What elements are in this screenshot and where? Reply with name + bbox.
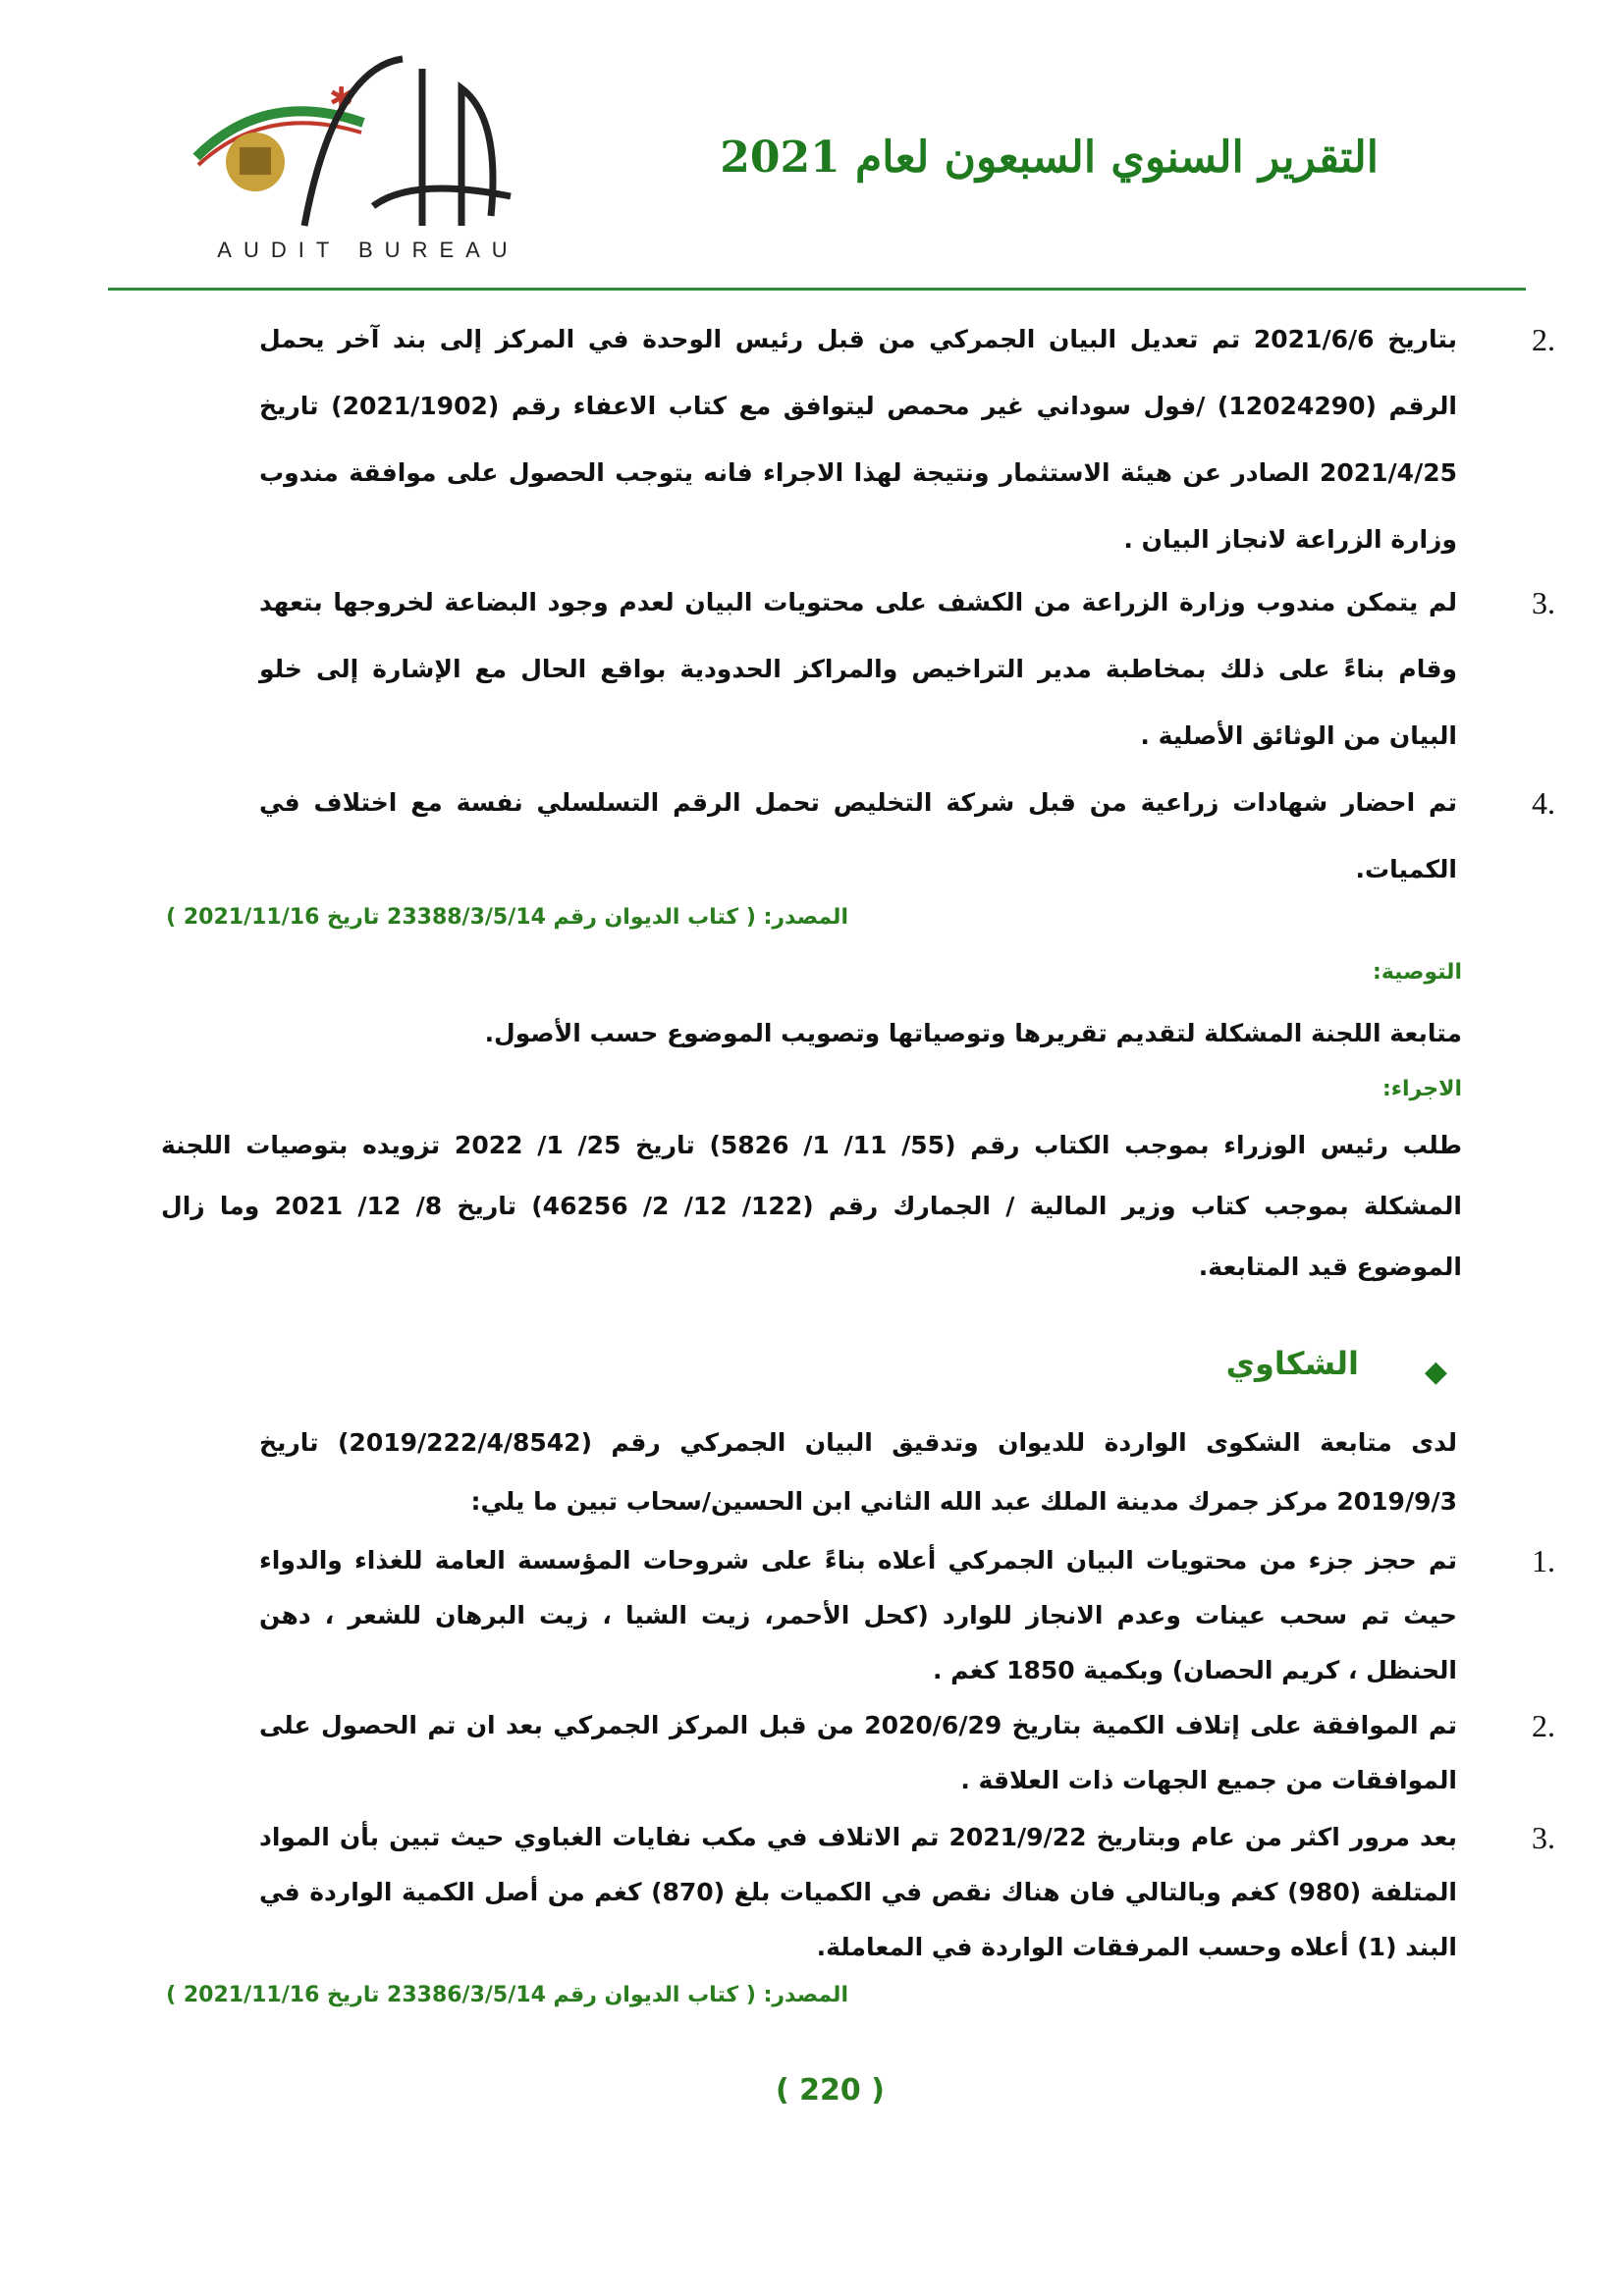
source-citation: المصدر: ( كتاب الديوان رقم 23386/3/5/14 تاريخ 2021/11/16 ) — [166, 1983, 848, 2007]
item-text: تم حجز جزء من محتويات البيان الجمركي أعلاه بناءً على شروحات المؤسسة العامة للغذاء والدواء حيث تم سحب عينات وعدم الانجاز للوارد (كحل الأحمر، زيت الشيا ، زيت البرهان للشعر ، دهن الحنظل ، كريم الحصان) وبكمية 1850 كغم . — [259, 1546, 1457, 1684]
item-number: 4. — [1532, 785, 1555, 821]
item-number: 2. — [1532, 322, 1555, 357]
source-citation: المصدر: ( كتاب الديوان رقم 23388/3/5/14 تاريخ 2021/11/16 ) — [166, 905, 848, 930]
complaints-heading: الشكاوي — [1225, 1345, 1359, 1382]
complaints-intro: لدى متابعة الشكوى الواردة للديوان وتدقيق البيان الجمركي رقم (2019/222/4/8542) تاريخ 2019/9/3 مركز جمرك مدينة الملك عبد الله الثاني ابن الحسين/سحاب تبين ما يلي: — [259, 1428, 1458, 1516]
list-item — [259, 1533, 1555, 1698]
recommendation-text: متابعة اللجنة المشكلة لتقديم تقريرها وتوصياتها وتصويب الموضوع حسب الأصول. — [484, 1019, 1462, 1047]
item-number: 2. — [1532, 1708, 1555, 1743]
report-title: التقرير السنوي السبعون لعام 2021 — [720, 133, 1379, 183]
header-divider — [108, 288, 1526, 291]
svg-text:✱: ✱ — [329, 81, 354, 116]
item-text: بعد مرور اكثر من عام وبتاريخ 2021/9/22 تم الاتلاف في مكب نفايات الغباوي حيث تبين بأن المواد المتلفة (980) كغم وبالتالي فان هناك نقص في الكميات بلغ (870) كغم من أصل الكمية الواردة في البند (1) أعلاه وحسب المرفقات الواردة في المعاملة. — [259, 1823, 1457, 1961]
list-item — [259, 306, 1555, 573]
recommendation-label: التوصية: — [1373, 960, 1462, 985]
item-text: تم الموافقة على إتلاف الكمية بتاريخ 2020/6/29 من قبل المركز الجمركي بعد ان تم الحصول على الموافقات من جميع الجهات ذات العلاقة . — [259, 1711, 1457, 1794]
item-number: 3. — [1532, 1820, 1555, 1855]
logo-english-text: AUDIT BUREAU — [217, 238, 519, 262]
item-text: تم احضار شهادات زراعية من قبل شركة التخليص تحمل الرقم التسلسلي نفسة مع اختلاف في الكميات. — [259, 788, 1457, 883]
item-text: لم يتمكن مندوب وزارة الزراعة من الكشف على محتويات البيان لعدم وجود البضاعة لخروجها بتعهد وقام بناءً على ذلك بمخاطبة مدير التراخيص والمراكز الحدودية بواقع الحال مع الإشارة إلى خلو البيان من الوثائق الأصلية . — [259, 588, 1457, 750]
list-item — [259, 1698, 1555, 1808]
list-item — [259, 770, 1555, 903]
audit-bureau-logo — [177, 29, 560, 265]
list-item — [259, 1810, 1555, 1975]
item-number: 1. — [1532, 1543, 1555, 1578]
page-number: ( 220 ) — [776, 2073, 885, 2108]
item-text: بتاريخ 2021/6/6 تم تعديل البيان الجمركي من قبل رئيس الوحدة في المركز إلى بند آخر يحمل الرقم (12024290) /فول سوداني غير محمص ليتوافق مع كتاب الاعفاء رقم (2021/1902) تاريخ 2021/4/25 الصادر عن هيئة الاستثمار ونتيجة لهذا الاجراء فانه يتوجب الحصول على موافقة مندوب وزارة الزراعة لانجاز البيان . — [259, 325, 1457, 554]
action-text: طلب رئيس الوزراء بموجب الكتاب رقم (55/ 11/ 1/ 5826) تاريخ 25/ 1/ 2022 تزويده بتوصيات اللجنة المشكلة بموجب كتاب وزير المالية / الجمارك رقم (122/ 12/ 2/ 46256) تاريخ 8/ 12/ 2021 وما زال الموضوع قيد المتابعة. — [161, 1131, 1463, 1281]
list-item — [259, 569, 1555, 770]
diamond-bullet-icon: ◆ — [1424, 1355, 1447, 1389]
action-label: الاجراء: — [1381, 1077, 1462, 1101]
item-number: 3. — [1532, 585, 1555, 620]
